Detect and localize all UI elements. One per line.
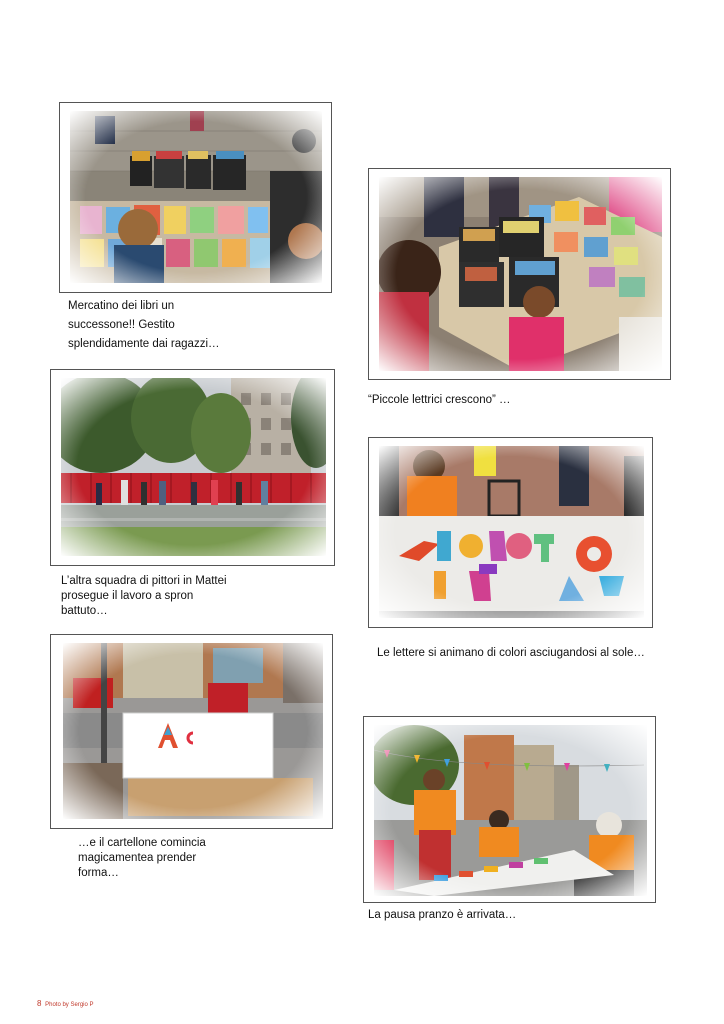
caption-young-readers: “Piccole lettrici crescono” … xyxy=(368,394,511,406)
photo-frame-painters-mattei xyxy=(50,369,335,566)
photo-frame-book-market xyxy=(59,102,332,293)
photo-painters-mattei xyxy=(61,378,326,556)
caption-letters-drying: Le lettere si animano di colori asciugandosi al sole… xyxy=(377,647,645,659)
photo-book-market xyxy=(70,111,322,283)
photo-young-readers xyxy=(379,177,662,371)
photo-letters-drying xyxy=(379,446,644,618)
photo-frame-letters-drying xyxy=(368,437,653,628)
photo-credit: Photo by Sergio P xyxy=(45,1002,94,1008)
page-footer xyxy=(37,999,94,1008)
photo-sign-board xyxy=(63,643,323,819)
photo-frame-lunch-break xyxy=(363,716,656,903)
photo-frame-young-readers xyxy=(368,168,671,380)
caption-painters-mattei: L’altra squadra di pittori in Mattei prosegue il lavoro a spron battuto… xyxy=(61,575,227,617)
caption-book-market: Mercatino dei libri un successone!! Gestito splendidamente dai ragazzi… xyxy=(68,300,220,350)
caption-sign-board: …e il cartellone comincia magicamentea prender forma… xyxy=(78,837,206,879)
page-number: 8 xyxy=(37,999,42,1008)
caption-lunch-break: La pausa pranzo è arrivata… xyxy=(368,909,517,921)
photo-lunch-break xyxy=(374,725,647,896)
photo-frame-sign-board xyxy=(50,634,333,829)
